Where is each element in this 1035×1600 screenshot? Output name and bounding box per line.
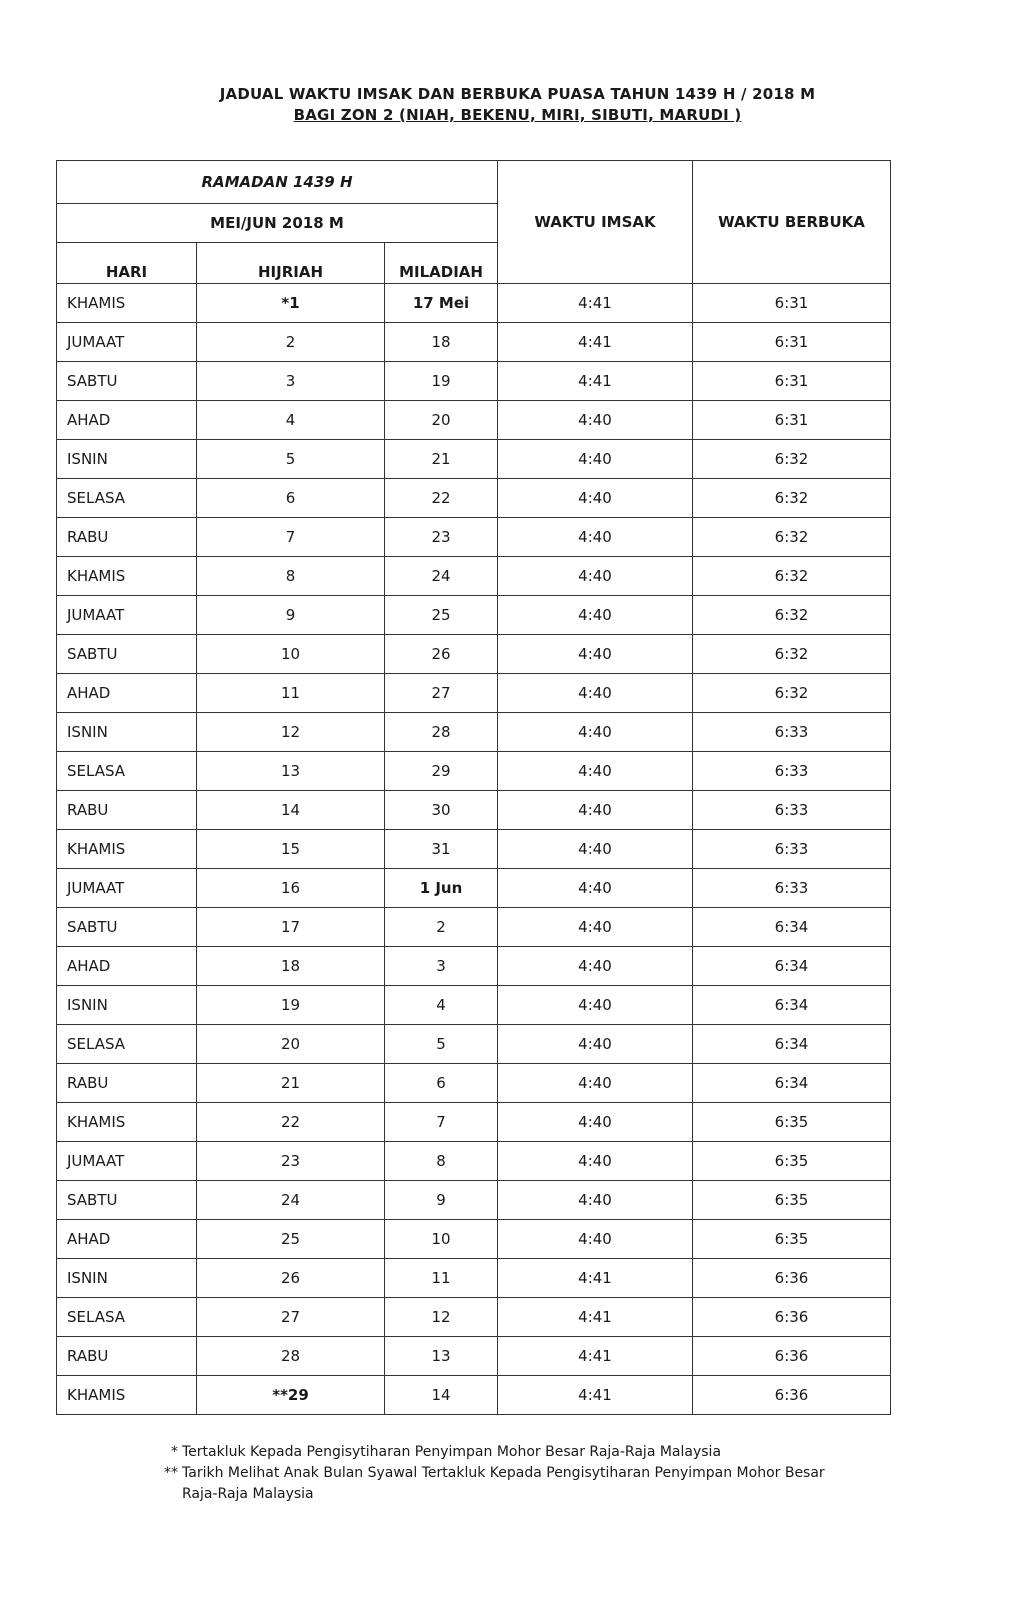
miladiah-cell: 4 [385, 986, 498, 1025]
footnote-1 [160, 1442, 860, 1463]
footnote-2-mark: ** [164, 1465, 178, 1481]
hari-cell: JUMAAT [57, 323, 197, 362]
imsak-cell: 4:41 [498, 1298, 693, 1337]
imsak-cell: 4:40 [498, 752, 693, 791]
berbuka-cell: 6:31 [693, 401, 891, 440]
imsak-cell: 4:41 [498, 1337, 693, 1376]
berbuka-cell: 6:34 [693, 908, 891, 947]
hari-cell: RABU [57, 791, 197, 830]
berbuka-cell: 6:34 [693, 986, 891, 1025]
miladiah-cell: 12 [385, 1298, 498, 1337]
berbuka-cell: 6:34 [693, 947, 891, 986]
hari-cell: AHAD [57, 674, 197, 713]
table-row [57, 362, 891, 401]
hijriah-cell: 28 [197, 1337, 385, 1376]
berbuka-cell: 6:32 [693, 557, 891, 596]
imsak-cell: 4:40 [498, 557, 693, 596]
berbuka-cell: 6:32 [693, 596, 891, 635]
imsak-cell: 4:40 [498, 1181, 693, 1220]
schedule-rows [57, 284, 891, 1415]
berbuka-cell: 6:36 [693, 1298, 891, 1337]
imsak-column-header: WAKTU IMSAK [498, 161, 693, 284]
document-header [0, 84, 1035, 126]
hijriah-cell: 3 [197, 362, 385, 401]
hijriah-cell: 26 [197, 1259, 385, 1298]
hari-cell: JUMAAT [57, 596, 197, 635]
hari-cell: JUMAAT [57, 869, 197, 908]
footnote-1-text: Tertakluk Kepada Pengisytiharan Penyimpan Mohor Besar Raja-Raja Malaysia [182, 1444, 722, 1460]
miladiah-cell: 22 [385, 479, 498, 518]
table-row [57, 596, 891, 635]
miladiah-cell: 25 [385, 596, 498, 635]
hari-cell: SABTU [57, 635, 197, 674]
table-row [57, 1025, 891, 1064]
hijriah-cell: 7 [197, 518, 385, 557]
imsak-cell: 4:40 [498, 401, 693, 440]
miladiah-cell: 24 [385, 557, 498, 596]
table-row [57, 1298, 891, 1337]
imsak-cell: 4:40 [498, 1142, 693, 1181]
hari-column-header: HARI [57, 243, 197, 284]
hijriah-cell: 17 [197, 908, 385, 947]
imsak-cell: 4:40 [498, 1103, 693, 1142]
imsak-cell: 4:40 [498, 440, 693, 479]
berbuka-cell: 6:35 [693, 1181, 891, 1220]
miladiah-cell: 18 [385, 323, 498, 362]
hijriah-cell: 11 [197, 674, 385, 713]
miladiah-cell: 28 [385, 713, 498, 752]
hijriah-cell: 20 [197, 1025, 385, 1064]
table-row [57, 1064, 891, 1103]
hijriah-cell: 2 [197, 323, 385, 362]
berbuka-column-header: WAKTU BERBUKA [693, 161, 891, 284]
miladiah-cell: 31 [385, 830, 498, 869]
hijriah-cell: *1 [197, 284, 385, 323]
table-row [57, 401, 891, 440]
hijriah-cell: 21 [197, 1064, 385, 1103]
berbuka-cell: 6:32 [693, 440, 891, 479]
table-row [57, 752, 891, 791]
berbuka-cell: 6:32 [693, 518, 891, 557]
table-row [57, 557, 891, 596]
imsak-cell: 4:41 [498, 284, 693, 323]
miladiah-cell: 9 [385, 1181, 498, 1220]
hari-cell: ISNIN [57, 713, 197, 752]
miladiah-cell: 30 [385, 791, 498, 830]
table-row [57, 713, 891, 752]
imsak-cell: 4:40 [498, 1025, 693, 1064]
miladiah-cell: 6 [385, 1064, 498, 1103]
table-row [57, 1103, 891, 1142]
berbuka-cell: 6:31 [693, 323, 891, 362]
hari-cell: KHAMIS [57, 1103, 197, 1142]
berbuka-cell: 6:36 [693, 1337, 891, 1376]
imsak-cell: 4:40 [498, 791, 693, 830]
miladiah-cell: 20 [385, 401, 498, 440]
hijriah-cell: 13 [197, 752, 385, 791]
imsak-cell: 4:40 [498, 674, 693, 713]
hijriah-cell: 10 [197, 635, 385, 674]
hijriah-cell: 8 [197, 557, 385, 596]
hijriah-cell: 16 [197, 869, 385, 908]
miladiah-cell: 19 [385, 362, 498, 401]
hari-cell: AHAD [57, 1220, 197, 1259]
miladiah-cell: 17 Mei [385, 284, 498, 323]
berbuka-cell: 6:34 [693, 1025, 891, 1064]
footnote-2 [160, 1463, 860, 1505]
footnote-1-mark: * [171, 1444, 178, 1460]
berbuka-cell: 6:34 [693, 1064, 891, 1103]
miladiah-cell: 5 [385, 1025, 498, 1064]
imsak-cell: 4:41 [498, 1376, 693, 1415]
hari-cell: SELASA [57, 1025, 197, 1064]
hari-cell: ISNIN [57, 440, 197, 479]
footnote-2-text: Tarikh Melihat Anak Bulan Syawal Tertakluk Kepada Pengisytiharan Penyimpan Mohor Besar Raja-Raja Malaysia [182, 1465, 825, 1502]
hijriah-cell: 18 [197, 947, 385, 986]
berbuka-cell: 6:31 [693, 284, 891, 323]
hari-cell: SELASA [57, 479, 197, 518]
miladiah-cell: 26 [385, 635, 498, 674]
miladiah-cell: 13 [385, 1337, 498, 1376]
berbuka-cell: 6:35 [693, 1103, 891, 1142]
hijriah-cell: 15 [197, 830, 385, 869]
table-row [57, 791, 891, 830]
table-row [57, 830, 891, 869]
footnotes [160, 1442, 860, 1505]
imsak-cell: 4:40 [498, 518, 693, 557]
miladiah-cell: 8 [385, 1142, 498, 1181]
hari-cell: SABTU [57, 362, 197, 401]
ramadan-header: RAMADAN 1439 H [57, 161, 498, 204]
miladiah-cell: 21 [385, 440, 498, 479]
hari-cell: SELASA [57, 752, 197, 791]
table-row [57, 1142, 891, 1181]
table-row [57, 1181, 891, 1220]
table-row [57, 1376, 891, 1415]
berbuka-cell: 6:35 [693, 1142, 891, 1181]
table-row [57, 1337, 891, 1376]
imsak-cell: 4:40 [498, 479, 693, 518]
hijriah-cell: 19 [197, 986, 385, 1025]
hijriah-cell: 23 [197, 1142, 385, 1181]
hijriah-cell: 6 [197, 479, 385, 518]
table-row [57, 1220, 891, 1259]
imsak-cell: 4:40 [498, 635, 693, 674]
hijriah-cell: 12 [197, 713, 385, 752]
berbuka-cell: 6:36 [693, 1376, 891, 1415]
imsak-cell: 4:40 [498, 869, 693, 908]
hijriah-cell: 4 [197, 401, 385, 440]
berbuka-cell: 6:32 [693, 479, 891, 518]
hari-cell: KHAMIS [57, 284, 197, 323]
miladiah-cell: 29 [385, 752, 498, 791]
hijriah-cell: 22 [197, 1103, 385, 1142]
hari-cell: AHAD [57, 947, 197, 986]
hari-cell: SABTU [57, 908, 197, 947]
hijriah-cell: 27 [197, 1298, 385, 1337]
table-row [57, 635, 891, 674]
hari-cell: RABU [57, 1337, 197, 1376]
hari-cell: ISNIN [57, 1259, 197, 1298]
imsak-cell: 4:40 [498, 986, 693, 1025]
berbuka-cell: 6:35 [693, 1220, 891, 1259]
berbuka-cell: 6:33 [693, 752, 891, 791]
berbuka-cell: 6:33 [693, 713, 891, 752]
month-header: MEI/JUN 2018 M [57, 204, 498, 243]
hari-cell: RABU [57, 518, 197, 557]
miladiah-cell: 7 [385, 1103, 498, 1142]
imsak-cell: 4:41 [498, 362, 693, 401]
berbuka-cell: 6:33 [693, 869, 891, 908]
hijriah-cell: 25 [197, 1220, 385, 1259]
table-row [57, 323, 891, 362]
table-row [57, 674, 891, 713]
berbuka-cell: 6:32 [693, 635, 891, 674]
berbuka-cell: 6:36 [693, 1259, 891, 1298]
table-row [57, 440, 891, 479]
imsak-cell: 4:40 [498, 947, 693, 986]
document-title: JADUAL WAKTU IMSAK DAN BERBUKA PUASA TAHUN 1439 H / 2018 M [219, 85, 816, 103]
hari-cell: AHAD [57, 401, 197, 440]
miladiah-cell: 14 [385, 1376, 498, 1415]
hari-cell: KHAMIS [57, 557, 197, 596]
imsak-cell: 4:40 [498, 713, 693, 752]
miladiah-cell: 27 [385, 674, 498, 713]
imsak-cell: 4:40 [498, 1220, 693, 1259]
imsak-cell: 4:40 [498, 830, 693, 869]
document-subtitle: BAGI ZON 2 (NIAH, BEKENU, MIRI, SIBUTI, MARUDI ) [293, 106, 742, 124]
imsak-cell: 4:40 [498, 1064, 693, 1103]
table-row [57, 284, 891, 323]
table-row [57, 947, 891, 986]
table-row [57, 518, 891, 557]
hari-cell: ISNIN [57, 986, 197, 1025]
miladiah-cell: 23 [385, 518, 498, 557]
berbuka-cell: 6:32 [693, 674, 891, 713]
table-row [57, 1259, 891, 1298]
hijriah-cell: 24 [197, 1181, 385, 1220]
imsak-cell: 4:41 [498, 1259, 693, 1298]
miladiah-column-header: MILADIAH [385, 243, 498, 284]
miladiah-cell: 11 [385, 1259, 498, 1298]
hijriah-cell: 9 [197, 596, 385, 635]
imsak-cell: 4:41 [498, 323, 693, 362]
miladiah-cell: 3 [385, 947, 498, 986]
berbuka-cell: 6:31 [693, 362, 891, 401]
hari-cell: KHAMIS [57, 830, 197, 869]
hari-cell: SELASA [57, 1298, 197, 1337]
imsak-cell: 4:40 [498, 908, 693, 947]
hari-cell: JUMAAT [57, 1142, 197, 1181]
hari-cell: RABU [57, 1064, 197, 1103]
miladiah-cell: 1 Jun [385, 869, 498, 908]
berbuka-cell: 6:33 [693, 791, 891, 830]
hijriah-cell: 5 [197, 440, 385, 479]
hijriah-column-header: HIJRIAH [197, 243, 385, 284]
miladiah-cell: 10 [385, 1220, 498, 1259]
schedule-table [56, 160, 891, 1415]
table-row [57, 869, 891, 908]
hari-cell: SABTU [57, 1181, 197, 1220]
hijriah-cell: **29 [197, 1376, 385, 1415]
table-row [57, 479, 891, 518]
hijriah-cell: 14 [197, 791, 385, 830]
table-row [57, 908, 891, 947]
miladiah-cell: 2 [385, 908, 498, 947]
berbuka-cell: 6:33 [693, 830, 891, 869]
table-row [57, 986, 891, 1025]
imsak-cell: 4:40 [498, 596, 693, 635]
hari-cell: KHAMIS [57, 1376, 197, 1415]
